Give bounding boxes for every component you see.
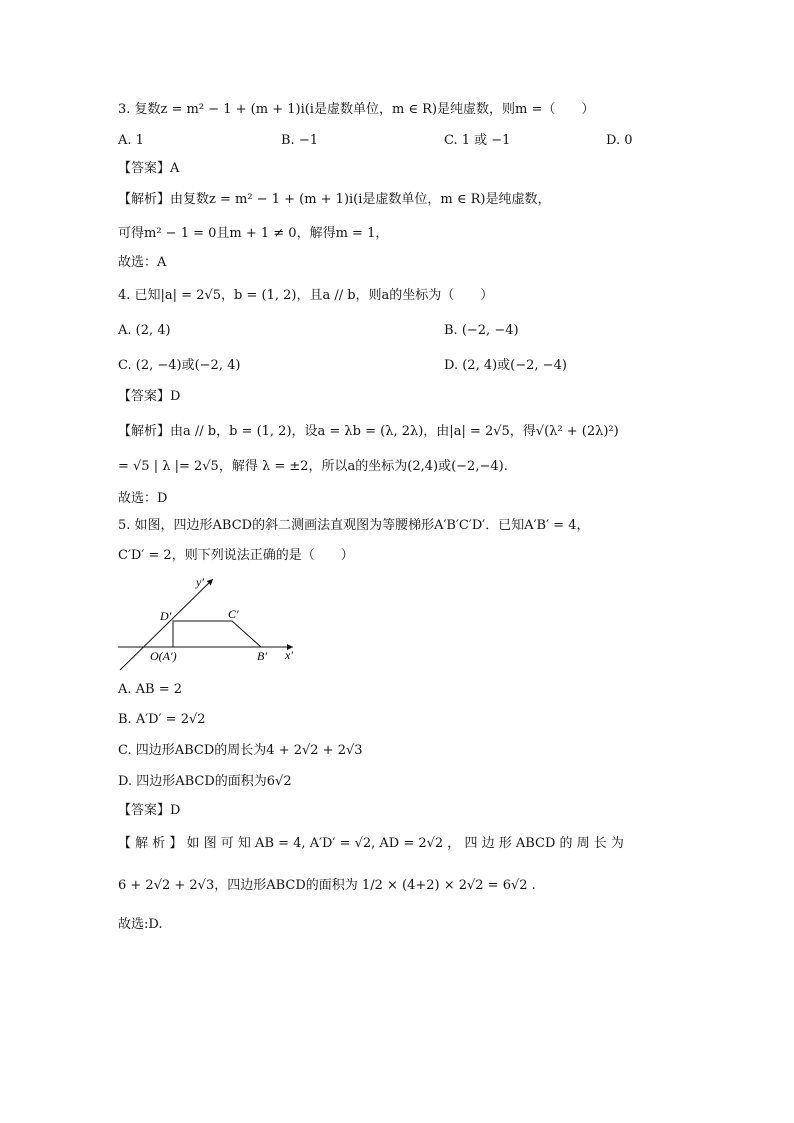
q4-option-d: D. (2, 4)或(−2, −4) bbox=[444, 358, 567, 373]
q3-option-d: D. 0 bbox=[606, 133, 633, 148]
label-origin: O(A′) bbox=[150, 649, 177, 663]
q3-analysis-line-1: 【解析】由复数z = m² − 1 + (m + 1)i(i是虚数单位，m ∈ R)是纯虚数， bbox=[118, 192, 551, 207]
q5-stem-line-1: 5. 如图，四边形ABCD的斜二测画法直观图为等腰梯形A′B′C′D′．已知A′B′ = 4， bbox=[118, 518, 590, 533]
q5-answer: 【答案】D bbox=[118, 803, 181, 818]
label-c-prime: C′ bbox=[228, 607, 239, 621]
q5-analysis-line-1: 【 解 析 】 如 图 可 知 AB = 4, A′D′ = √2, AD = 2√2 ， 四 边 形 ABCD 的 周 长 为 bbox=[118, 836, 624, 851]
q5-conclusion: 故选:D. bbox=[118, 917, 163, 932]
q5-analysis-line-2: 6 + 2√2 + 2√3，四边形ABCD的面积为 1/2 × (4+2) × 2√2 = 6√2 . bbox=[118, 878, 536, 893]
q4-option-c: C. (2, −4)或(−2, 4) bbox=[118, 358, 241, 373]
q3-analysis-line-2: 可得m² − 1 = 0且m + 1 ≠ 0，解得m = 1， bbox=[118, 226, 389, 241]
q5-figure bbox=[115, 574, 315, 674]
q5-option-b: B. A′D′ = 2√2 bbox=[118, 712, 206, 727]
q4-stem: 4. 已知|a| = 2√5，b = (1, 2)，且a // b，则a的坐标为（ ） bbox=[118, 288, 494, 303]
q4-analysis-line-2: = √5 | λ |= 2√5，解得 λ = ±2，所以a的坐标为(2,4)或(−2,−4). bbox=[118, 459, 508, 474]
q3-option-a: A. 1 bbox=[118, 133, 144, 148]
q4-option-a: A. (2, 4) bbox=[118, 323, 171, 338]
q4-analysis-line-1: 【解析】由a // b，b = (1, 2)，设a = λb = (λ, 2λ)，由|a| = 2√5，得√(λ² + (2λ)²) bbox=[118, 424, 619, 439]
label-d-prime: D′ bbox=[160, 609, 172, 623]
q5-stem-line-2: C′D′ = 2，则下列说法正确的是（ ） bbox=[118, 548, 354, 563]
q5-option-d: D. 四边形ABCD的面积为6√2 bbox=[118, 774, 292, 789]
label-b-prime: B′ bbox=[257, 649, 267, 663]
q5-option-a: A. AB = 2 bbox=[118, 682, 183, 697]
q4-option-b: B. (−2, −4) bbox=[444, 323, 519, 338]
q3-option-b: B. −1 bbox=[281, 133, 318, 148]
q3-answer: 【答案】A bbox=[118, 161, 180, 176]
q4-conclusion: 故选：D bbox=[118, 491, 168, 506]
trapezoid-shape bbox=[173, 621, 261, 647]
q3-conclusion: 故选：A bbox=[118, 255, 167, 270]
q3-stem: 3. 复数z = m² − 1 + (m + 1)i(i是虚数单位，m ∈ R)是纯虚数，则m =（ ） bbox=[118, 102, 595, 117]
label-x-axis: x′ bbox=[285, 648, 293, 662]
q5-option-c: C. 四边形ABCD的周长为4 + 2√2 + 2√3 bbox=[118, 743, 363, 758]
q3-option-c: C. 1 或 −1 bbox=[444, 133, 511, 148]
label-y-axis: y′ bbox=[196, 575, 204, 589]
q4-answer: 【答案】D bbox=[118, 389, 181, 404]
